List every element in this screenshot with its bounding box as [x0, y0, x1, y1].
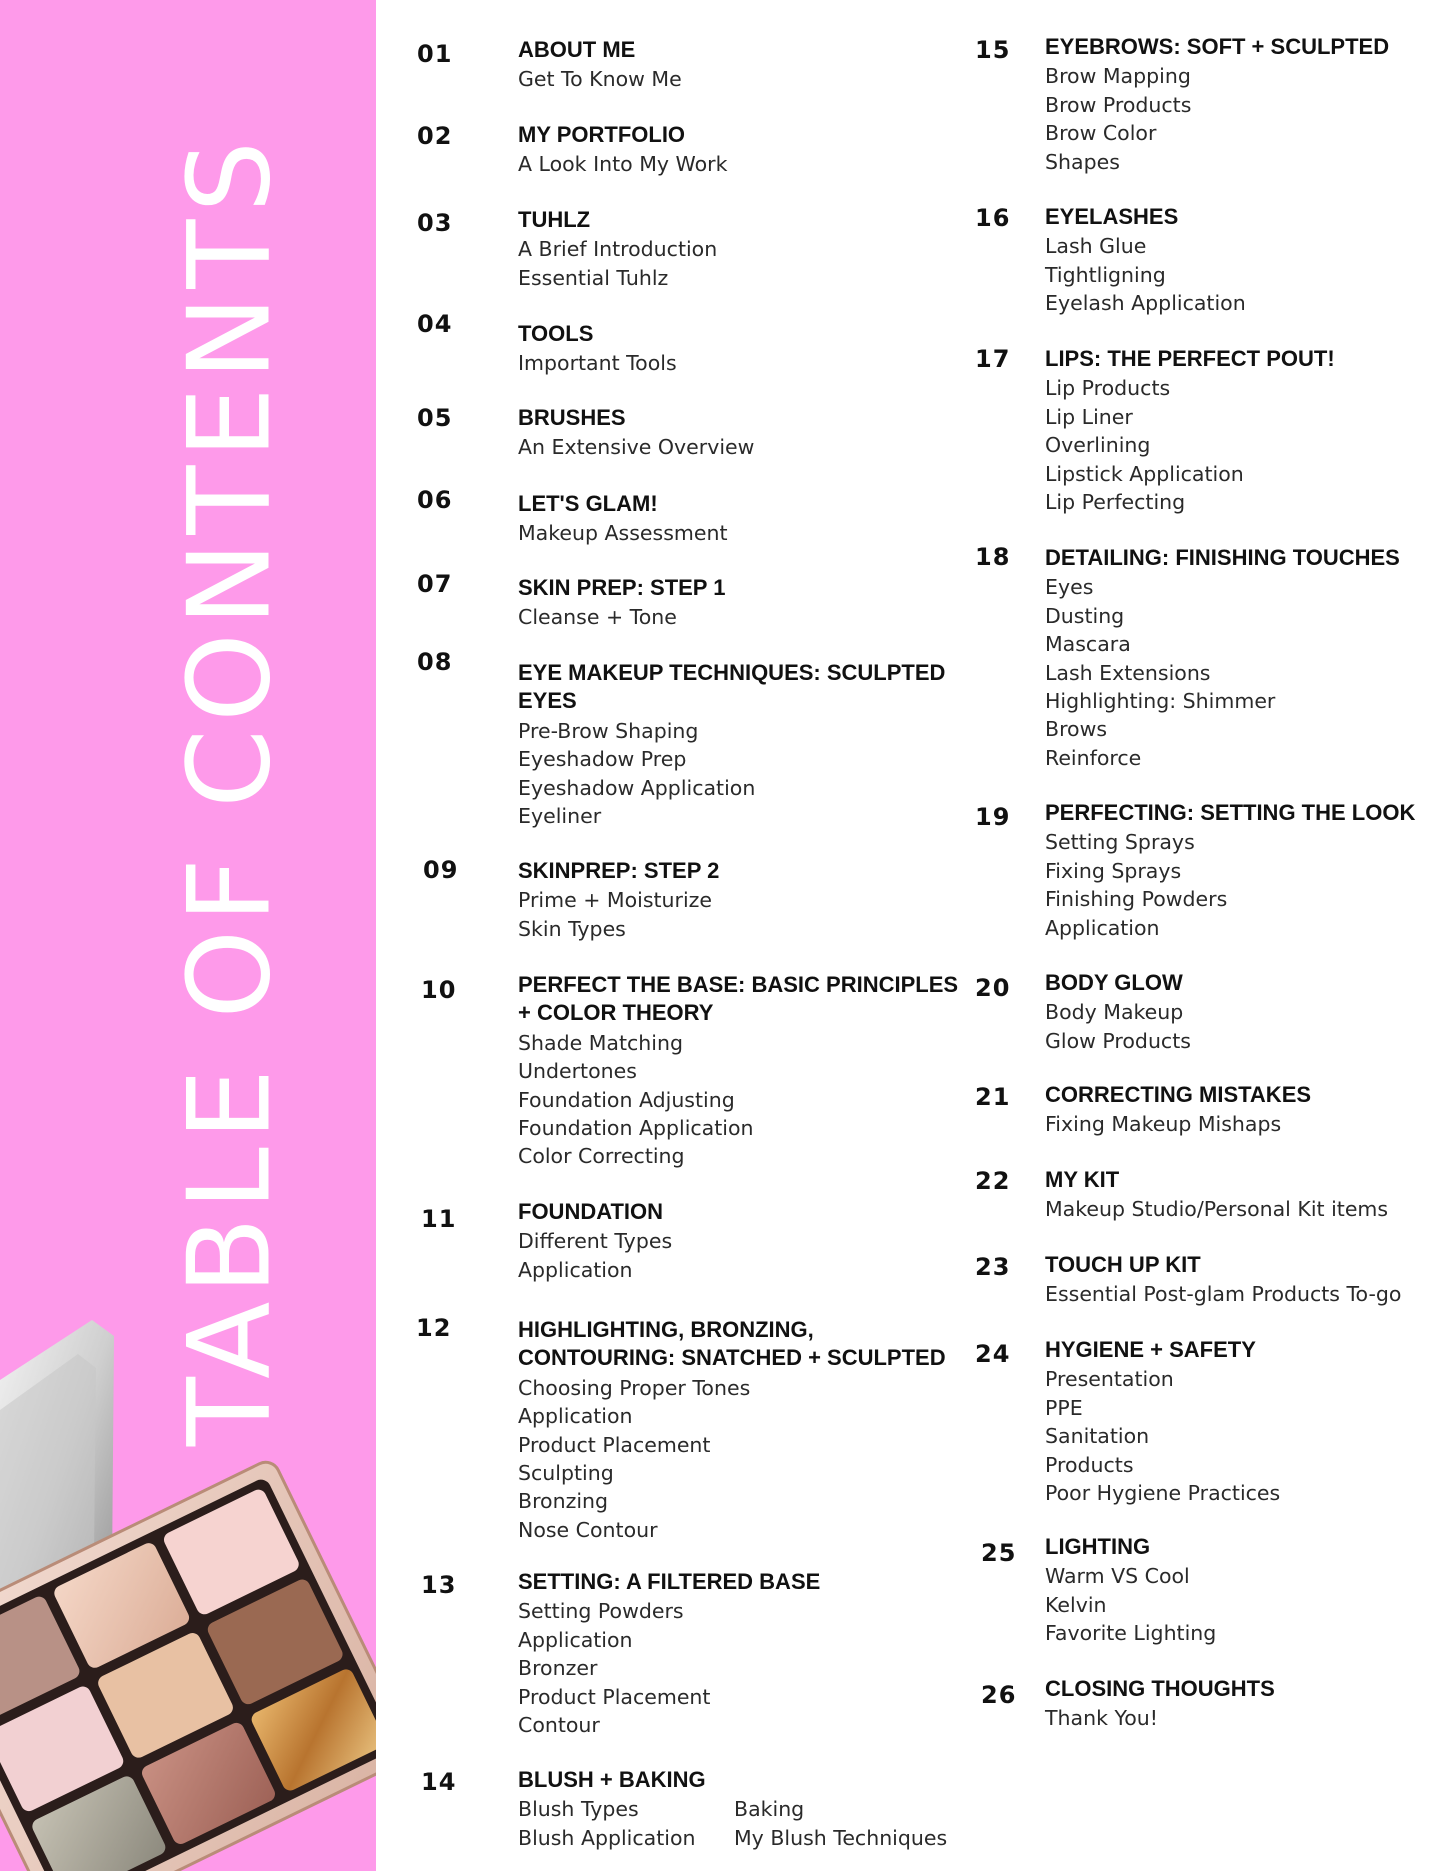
toc-subtopic: Products	[1045, 1452, 1134, 1477]
toc-entry-heading: EYEBROWS: SOFT + SCULPTED	[1045, 34, 1390, 59]
toc-entry-heading: SETTING: A FILTERED BASE	[518, 1569, 821, 1594]
toc-subtopic: Lip Liner	[1045, 404, 1133, 429]
toc-entry-heading: HIGHLIGHTING, BRONZING, CONTOURING: SNATCHED + SCULPTED	[518, 1317, 946, 1371]
toc-entry-number: 05	[417, 404, 453, 432]
toc-subtopics	[518, 603, 677, 631]
toc-subtopic: Application	[518, 1404, 633, 1429]
toc-entry-number: 06	[417, 486, 453, 514]
toc-entry-number: 12	[416, 1314, 452, 1342]
toc-entry-number: 11	[421, 1205, 457, 1233]
toc-subtopics-secondary	[734, 1795, 947, 1852]
toc-entry-number: 16	[975, 204, 1011, 232]
toc-subtopic: Application	[518, 1257, 633, 1282]
toc-subtopic: Application	[1045, 915, 1160, 940]
toc-subtopics	[518, 1597, 710, 1739]
toc-subtopic: Eyes	[1045, 575, 1094, 600]
toc-subtopic: Makeup Assessment	[518, 521, 728, 546]
toc-subtopic: Body Makeup	[1045, 1000, 1184, 1025]
toc-subtopics	[518, 150, 727, 178]
toc-subtopic: Essential Tuhlz	[518, 265, 669, 290]
toc-subtopic: An Extensive Overview	[518, 435, 755, 460]
toc-entry-heading: LET'S GLAM!	[518, 491, 658, 516]
toc-subtopic: Cleanse + Tone	[518, 605, 677, 630]
toc-subtopic: Thank You!	[1045, 1706, 1159, 1731]
toc-subtopic: My Blush Techniques	[734, 1825, 948, 1850]
toc-subtopic: Foundation Application	[518, 1116, 754, 1141]
toc-entry-number: 07	[417, 570, 453, 598]
toc-subtopic: A Look Into My Work	[518, 152, 728, 177]
toc-subtopics	[518, 1029, 754, 1171]
toc-subtopics	[518, 433, 754, 461]
toc-subtopic: Brow Color	[1045, 121, 1157, 146]
toc-entry-number: 20	[975, 974, 1011, 1002]
page-title: TABLE OF CONTENTS	[163, 133, 296, 1447]
toc-entry-heading: EYE MAKEUP TECHNIQUES: SCULPTED EYES	[518, 660, 946, 714]
toc-subtopic: Fixing Sprays	[1045, 858, 1182, 883]
toc-entry-number: 04	[417, 310, 453, 338]
toc-subtopic: Nose Contour	[518, 1517, 658, 1542]
toc-subtopics	[1045, 1280, 1401, 1308]
toc-subtopic: Favorite Lighting	[1045, 1621, 1217, 1646]
toc-subtopics	[1045, 232, 1246, 317]
toc-entry-heading: HYGIENE + SAFETY	[1045, 1337, 1256, 1362]
toc-subtopic: Product Placement	[518, 1684, 711, 1709]
toc-subtopics	[1045, 1704, 1158, 1732]
toc-entry-number: 21	[975, 1083, 1011, 1111]
toc-subtopics	[518, 65, 682, 93]
toc-entry-number: 26	[981, 1681, 1017, 1709]
sidebar-panel	[0, 0, 376, 1871]
toc-entry-heading: BRUSHES	[518, 405, 626, 430]
toc-entry-heading: PERFECTING: SETTING THE LOOK	[1045, 800, 1416, 825]
toc-subtopic: Eyeshadow Application	[518, 775, 756, 800]
toc-subtopic: Lash Glue	[1045, 234, 1147, 259]
toc-entry-number: 25	[981, 1539, 1017, 1567]
toc-subtopics	[518, 886, 712, 943]
toc-entry-number: 22	[975, 1167, 1011, 1195]
toc-entry-number: 03	[417, 209, 453, 237]
toc-entry-number: 17	[975, 345, 1011, 373]
toc-subtopic: Tightligning	[1045, 262, 1166, 287]
toc-subtopic: Undertones	[518, 1059, 637, 1084]
toc-entry-number: 24	[975, 1340, 1011, 1368]
toc-subtopic: A Brief Introduction	[518, 237, 718, 262]
toc-subtopics	[518, 717, 755, 831]
toc-entry-heading: BODY GLOW	[1045, 970, 1183, 995]
toc-subtopics	[518, 1227, 672, 1284]
toc-subtopic: PPE	[1045, 1395, 1083, 1420]
toc-entry-heading: SKINPREP: STEP 2	[518, 858, 720, 883]
toc-subtopic: Application	[518, 1627, 633, 1652]
toc-subtopic: Pre-Brow Shaping	[518, 718, 699, 743]
toc-entry-heading: MY KIT	[1045, 1167, 1120, 1192]
toc-subtopic: Finishing Powders	[1045, 887, 1228, 912]
toc-subtopic: Kelvin	[1045, 1592, 1107, 1617]
toc-entry-heading: TUHLZ	[518, 207, 591, 232]
toc-entry-heading: LIGHTING	[1045, 1534, 1151, 1559]
toc-subtopic: Lip Products	[1045, 376, 1171, 401]
toc-subtopics	[1045, 374, 1244, 516]
toc-subtopics	[1045, 62, 1191, 176]
toc-entry-heading: EYELASHES	[1045, 204, 1179, 229]
toc-entry-heading: CORRECTING MISTAKES	[1045, 1082, 1312, 1107]
toc-entry-heading: DETAILING: FINISHING TOUCHES	[1045, 545, 1400, 570]
toc-subtopic: Setting Powders	[518, 1599, 684, 1624]
toc-subtopic: Blush Application	[518, 1825, 696, 1850]
toc-subtopic: Baking	[734, 1797, 805, 1822]
toc-subtopic: Foundation Adjusting	[518, 1087, 735, 1112]
toc-subtopic: Setting Sprays	[1045, 830, 1195, 855]
toc-subtopic: Mascara	[1045, 632, 1131, 657]
toc-subtopic: Glow Products	[1045, 1028, 1191, 1053]
toc-subtopics	[518, 235, 717, 292]
toc-entry-number: 08	[417, 648, 453, 676]
toc-subtopics	[518, 519, 728, 547]
toc-entry-heading: MY PORTFOLIO	[518, 122, 686, 147]
toc-subtopic: Warm VS Cool	[1045, 1564, 1190, 1589]
toc-subtopic: Eyelash Application	[1045, 291, 1246, 316]
toc-entry-number: 23	[975, 1253, 1011, 1281]
eyeshadow-palette-image	[0, 1320, 376, 1871]
toc-subtopic: Skin Types	[518, 916, 626, 941]
toc-subtopic: Overlining	[1045, 433, 1151, 458]
toc-subtopic: Contour	[518, 1713, 600, 1738]
toc-subtopic: Presentation	[1045, 1367, 1174, 1392]
toc-subtopic: Fixing Makeup Mishaps	[1045, 1112, 1282, 1137]
toc-subtopic: Sanitation	[1045, 1424, 1150, 1449]
toc-subtopic: Lash Extensions	[1045, 660, 1211, 685]
toc-entry-number: 10	[421, 976, 457, 1004]
toc-subtopic: Eyeshadow Prep	[518, 747, 687, 772]
toc-entry-number: 15	[975, 36, 1011, 64]
toc-entry-heading: TOOLS	[518, 321, 594, 346]
toc-subtopics	[1045, 828, 1227, 942]
toc-entry-number: 18	[975, 543, 1011, 571]
toc-subtopic: Prime + Moisturize	[518, 888, 713, 913]
toc-subtopic: Reinforce	[1045, 745, 1142, 770]
toc-entry-number: 19	[975, 803, 1011, 831]
toc-entry-heading: TOUCH UP KIT	[1045, 1252, 1201, 1277]
toc-subtopic: Brow Products	[1045, 92, 1192, 117]
toc-entry-heading: SKIN PREP: STEP 1	[518, 575, 726, 600]
toc-subtopics	[1045, 1562, 1216, 1647]
toc-subtopic: Get To Know Me	[518, 67, 682, 92]
toc-subtopics	[1045, 1365, 1280, 1507]
toc-subtopics	[1045, 1110, 1281, 1138]
toc-subtopics	[1045, 1195, 1388, 1223]
toc-entry-heading: LIPS: THE PERFECT POUT!	[1045, 346, 1335, 371]
toc-subtopic: Important Tools	[518, 351, 677, 376]
toc-subtopic: Essential Post-glam Products To-go	[1045, 1282, 1402, 1307]
toc-entry-heading: FOUNDATION	[518, 1199, 664, 1224]
toc-subtopic: Sculpting	[518, 1461, 614, 1486]
toc-subtopic: Product Placement	[518, 1432, 711, 1457]
toc-entry-heading: ABOUT ME	[518, 37, 636, 62]
toc-entry-heading: PERFECT THE BASE: BASIC PRINCIPLES + COLOR THEORY	[518, 972, 959, 1026]
toc-subtopic: Different Types	[518, 1229, 673, 1254]
toc-subtopic: Dusting	[1045, 603, 1125, 628]
toc-subtopic: Makeup Studio/Personal Kit items	[1045, 1197, 1389, 1222]
toc-subtopic: Bronzing	[518, 1489, 609, 1514]
toc-entry-heading: CLOSING THOUGHTS	[1045, 1676, 1275, 1701]
toc-subtopics	[1045, 998, 1191, 1055]
toc-subtopics	[518, 1795, 695, 1852]
toc-subtopics	[518, 1374, 750, 1544]
toc-subtopic: Choosing Proper Tones	[518, 1375, 751, 1400]
toc-subtopics	[1045, 573, 1275, 772]
toc-entry-number: 01	[417, 40, 453, 68]
toc-subtopic: Brows	[1045, 717, 1108, 742]
toc-entry-heading: BLUSH + BAKING	[518, 1767, 706, 1792]
toc-subtopic: Lipstick Application	[1045, 461, 1244, 486]
toc-subtopic: Poor Hygiene Practices	[1045, 1481, 1281, 1506]
toc-subtopic: Lip Perfecting	[1045, 490, 1186, 515]
toc-subtopic: Bronzer	[518, 1656, 598, 1681]
toc-entry-number: 14	[421, 1768, 457, 1796]
toc-entry-number: 02	[417, 122, 453, 150]
toc-subtopic: Shapes	[1045, 149, 1120, 174]
toc-subtopic: Blush Types	[518, 1797, 639, 1822]
toc-subtopics	[518, 349, 677, 377]
toc-entry-number: 09	[423, 856, 459, 884]
toc-subtopic: Highlighting: Shimmer	[1045, 689, 1276, 714]
toc-subtopic: Eyeliner	[518, 804, 602, 829]
toc-subtopic: Brow Mapping	[1045, 64, 1191, 89]
toc-subtopic: Shade Matching	[518, 1030, 683, 1055]
toc-entry-number: 13	[421, 1571, 457, 1599]
toc-subtopic: Color Correcting	[518, 1144, 685, 1169]
